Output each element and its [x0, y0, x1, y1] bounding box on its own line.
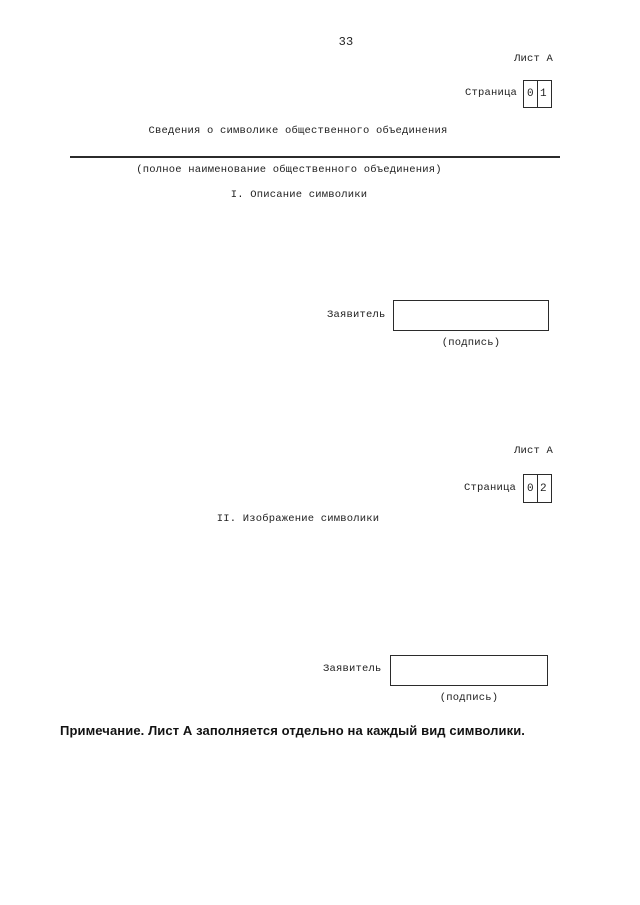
page-number-box-1 [523, 80, 552, 108]
signature-caption-1: (подпись) [441, 337, 501, 349]
page-digit-cell[interactable]: 2 [537, 475, 550, 502]
form-title: Сведения о символике общественного объединения [148, 125, 448, 137]
sheet-a-label-2: Лист А [513, 445, 553, 457]
page-number: 33 [338, 35, 354, 49]
section1-heading: I. Описание символики [230, 189, 368, 201]
sheet-a-label-1: Лист А [513, 53, 553, 65]
page-field-label-2: Страница [463, 482, 516, 494]
footnote: Примечание. Лист А заполняется отдельно на каждый вид символики. [60, 723, 525, 738]
page-field-label-1: Страница [464, 87, 517, 99]
page-digit-cell[interactable]: 1 [537, 81, 550, 107]
applicant-signature-box-1[interactable] [393, 300, 549, 331]
page-digit-cell[interactable]: 0 [526, 88, 534, 100]
section2-heading: II. Изображение символики [216, 513, 380, 525]
name-line-caption: (полное наименование общественного объединения) [136, 164, 442, 176]
applicant-label-2: Заявитель [323, 663, 382, 675]
applicant-label-1: Заявитель [327, 309, 386, 321]
page-digit-cell[interactable]: 0 [526, 482, 534, 495]
signature-caption-2: (подпись) [439, 692, 499, 704]
applicant-signature-box-2[interactable] [390, 655, 548, 686]
page-number-box-2 [523, 474, 552, 503]
name-fill-line [70, 156, 560, 158]
